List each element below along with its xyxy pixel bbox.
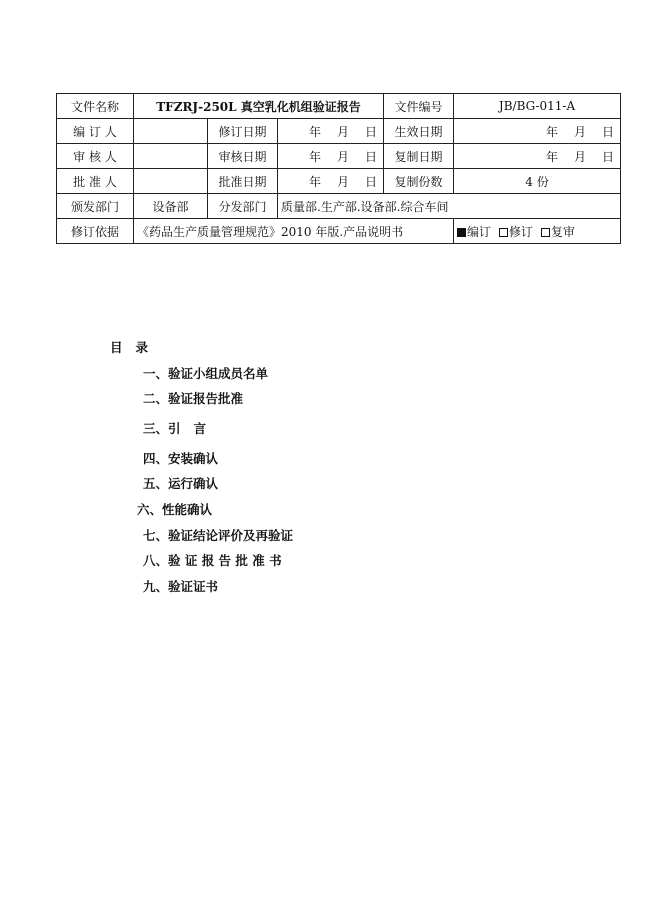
file-no-value: JB/BG-011-A (454, 94, 621, 119)
table-row (57, 119, 621, 144)
issue-dept-label: 颁发部门 (57, 194, 134, 219)
check-option-review[interactable]: 复审 (541, 225, 575, 239)
issue-dept-value: 设备部 (134, 194, 208, 219)
approve-date-label: 批准日期 (208, 169, 278, 194)
copies-value: 4 份 (454, 169, 621, 194)
toc-item[interactable]: 八、验 证 报 告 批 准 书 (143, 553, 282, 568)
unchecked-box-icon (499, 228, 508, 237)
file-name-label: 文件名称 (57, 94, 134, 119)
copies-label: 复制份数 (384, 169, 454, 194)
reviewer-label: 审 核 人 (57, 144, 134, 169)
distribute-dept-value: 质量部.生产部.设备部.综合车间 (278, 194, 621, 219)
toc-title: 目 录 (110, 340, 149, 355)
compiler-value (134, 119, 208, 144)
compiler-label: 编 订 人 (57, 119, 134, 144)
copy-date-value: 年 月 日 (454, 144, 621, 169)
file-name-value: TFZRJ-250L 真空乳化机组验证报告 (134, 94, 384, 119)
approver-label: 批 准 人 (57, 169, 134, 194)
approve-date-value: 年 月 日 (278, 169, 384, 194)
toc-item[interactable]: 七、验证结论评价及再验证 (143, 528, 294, 543)
basis-value: 《药品生产质量管理规范》2010 年版.产品说明书 (134, 219, 454, 244)
basis-label: 修订依据 (57, 219, 134, 244)
toc-item[interactable]: 五、运行确认 (143, 476, 219, 491)
table-row (57, 169, 621, 194)
table-row (57, 219, 621, 244)
check-option-compile[interactable]: 编订 (457, 225, 491, 239)
table-row (57, 144, 621, 169)
toc-item[interactable]: 二、验证报告批准 (143, 391, 244, 406)
table-row (57, 194, 621, 219)
distribute-dept-label: 分发部门 (208, 194, 278, 219)
review-date-value: 年 月 日 (278, 144, 384, 169)
table-row (57, 94, 621, 119)
approver-value (134, 169, 208, 194)
reviewer-value (134, 144, 208, 169)
toc-item[interactable]: 一、验证小组成员名单 (143, 366, 269, 381)
file-no-label: 文件编号 (384, 94, 454, 119)
effective-date-label: 生效日期 (384, 119, 454, 144)
toc-item[interactable]: 六、性能确认 (137, 502, 213, 517)
checked-box-icon (457, 228, 466, 237)
toc-item[interactable]: 四、安装确认 (143, 451, 219, 466)
check-option-revise[interactable]: 修订 (499, 225, 533, 239)
toc-item[interactable]: 九、验证证书 (143, 579, 219, 594)
effective-date-value: 年 月 日 (454, 119, 621, 144)
document-control-table (56, 93, 621, 244)
revision-type-checks (454, 219, 621, 244)
copy-date-label: 复制日期 (384, 144, 454, 169)
revise-date-label: 修订日期 (208, 119, 278, 144)
unchecked-box-icon (541, 228, 550, 237)
review-date-label: 审核日期 (208, 144, 278, 169)
revise-date-value: 年 月 日 (278, 119, 384, 144)
toc-item[interactable]: 三、引 言 (143, 421, 207, 436)
